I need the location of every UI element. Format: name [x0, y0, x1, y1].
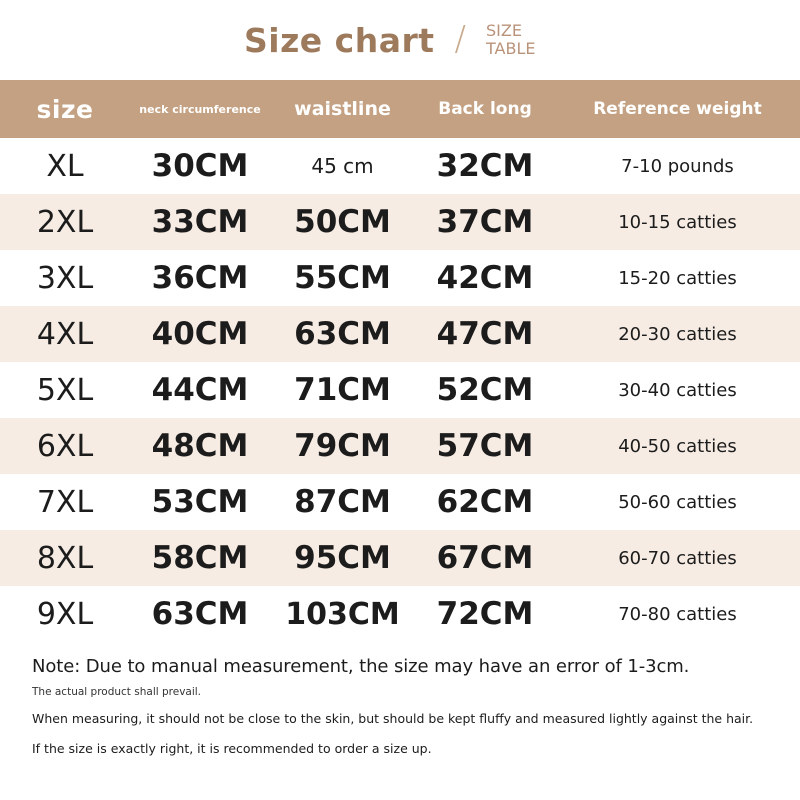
cell-back: 67CM: [436, 540, 534, 576]
column-header-back: Back long: [438, 99, 532, 119]
cell-neck: 36CM: [151, 260, 249, 296]
cell-size: 7XL: [36, 484, 94, 520]
column-header-waist: waistline: [294, 98, 391, 120]
cell-size: 5XL: [36, 372, 94, 408]
column-header-neck: neck circumference: [139, 102, 261, 116]
cell-size: 3XL: [36, 260, 94, 296]
cell-neck: 48CM: [151, 428, 249, 464]
notes-section: [0, 642, 800, 756]
cell-weight: 40-50 catties: [618, 435, 737, 457]
cell-waist: 50CM: [294, 204, 391, 240]
cell-waist: 55CM: [294, 260, 391, 296]
cell-weight: 60-70 catties: [618, 547, 737, 569]
column-header-size: size: [36, 94, 94, 124]
cell-waist: 71CM: [294, 372, 391, 408]
cell-size: 2XL: [36, 204, 94, 240]
cell-neck: 58CM: [151, 540, 249, 576]
table-row: [0, 474, 800, 530]
table-row: [0, 362, 800, 418]
cell-waist: 103CM: [285, 596, 400, 632]
cell-back: 42CM: [436, 260, 534, 296]
cell-size: 6XL: [36, 428, 94, 464]
cell-back: 37CM: [436, 204, 534, 240]
table-row: [0, 250, 800, 306]
cell-weight: 50-60 catties: [618, 491, 737, 513]
table-header-row: [0, 80, 800, 138]
table-row: [0, 306, 800, 362]
cell-waist: 45 cm: [311, 154, 374, 178]
table-row: [0, 418, 800, 474]
cell-weight: 15-20 catties: [618, 267, 737, 289]
page-subtitle: SIZE TABLE: [486, 20, 536, 58]
table-row: [0, 138, 800, 194]
cell-weight: 70-80 catties: [618, 603, 737, 625]
cell-neck: 30CM: [151, 148, 249, 184]
header-title-group: [244, 20, 556, 60]
note-size-up-tip: If the size is exactly right, it is recommended to order a size up.: [32, 741, 432, 756]
cell-neck: 53CM: [151, 484, 249, 520]
table-row: [0, 586, 800, 642]
cell-neck: 40CM: [151, 316, 249, 352]
page-title: Size chart: [244, 20, 435, 60]
cell-size: 9XL: [36, 596, 94, 632]
cell-size: 4XL: [36, 316, 94, 352]
note-measurement-error: Note: Due to manual measurement, the size may have an error of 1-3cm.: [32, 656, 690, 677]
size-table: [0, 80, 800, 642]
cell-weight: 10-15 catties: [618, 211, 737, 233]
cell-back: 32CM: [436, 148, 534, 184]
cell-waist: 79CM: [294, 428, 391, 464]
cell-size: 8XL: [36, 540, 94, 576]
cell-neck: 63CM: [151, 596, 249, 632]
table-row: [0, 194, 800, 250]
table-body: [0, 138, 800, 642]
note-product-prevail: The actual product shall prevail.: [32, 686, 202, 698]
cell-back: 72CM: [436, 596, 534, 632]
cell-waist: 95CM: [294, 540, 391, 576]
cell-waist: 63CM: [294, 316, 391, 352]
cell-waist: 87CM: [294, 484, 391, 520]
column-header-weight: Reference weight: [593, 99, 762, 119]
page-header: [0, 0, 800, 80]
title-divider: /: [454, 19, 466, 59]
note-measuring-tip: When measuring, it should not be close to the skin, but should be kept fluffy and measured lightly against the hair.: [32, 711, 754, 726]
table-header: [0, 80, 800, 138]
table-row: [0, 530, 800, 586]
cell-neck: 33CM: [151, 204, 249, 240]
cell-neck: 44CM: [151, 372, 249, 408]
cell-back: 52CM: [436, 372, 534, 408]
cell-size: XL: [46, 148, 84, 184]
cell-weight: 7-10 pounds: [621, 155, 734, 177]
cell-back: 47CM: [436, 316, 534, 352]
cell-weight: 30-40 catties: [618, 379, 737, 401]
cell-weight: 20-30 catties: [618, 323, 737, 345]
cell-back: 57CM: [436, 428, 534, 464]
cell-back: 62CM: [436, 484, 534, 520]
